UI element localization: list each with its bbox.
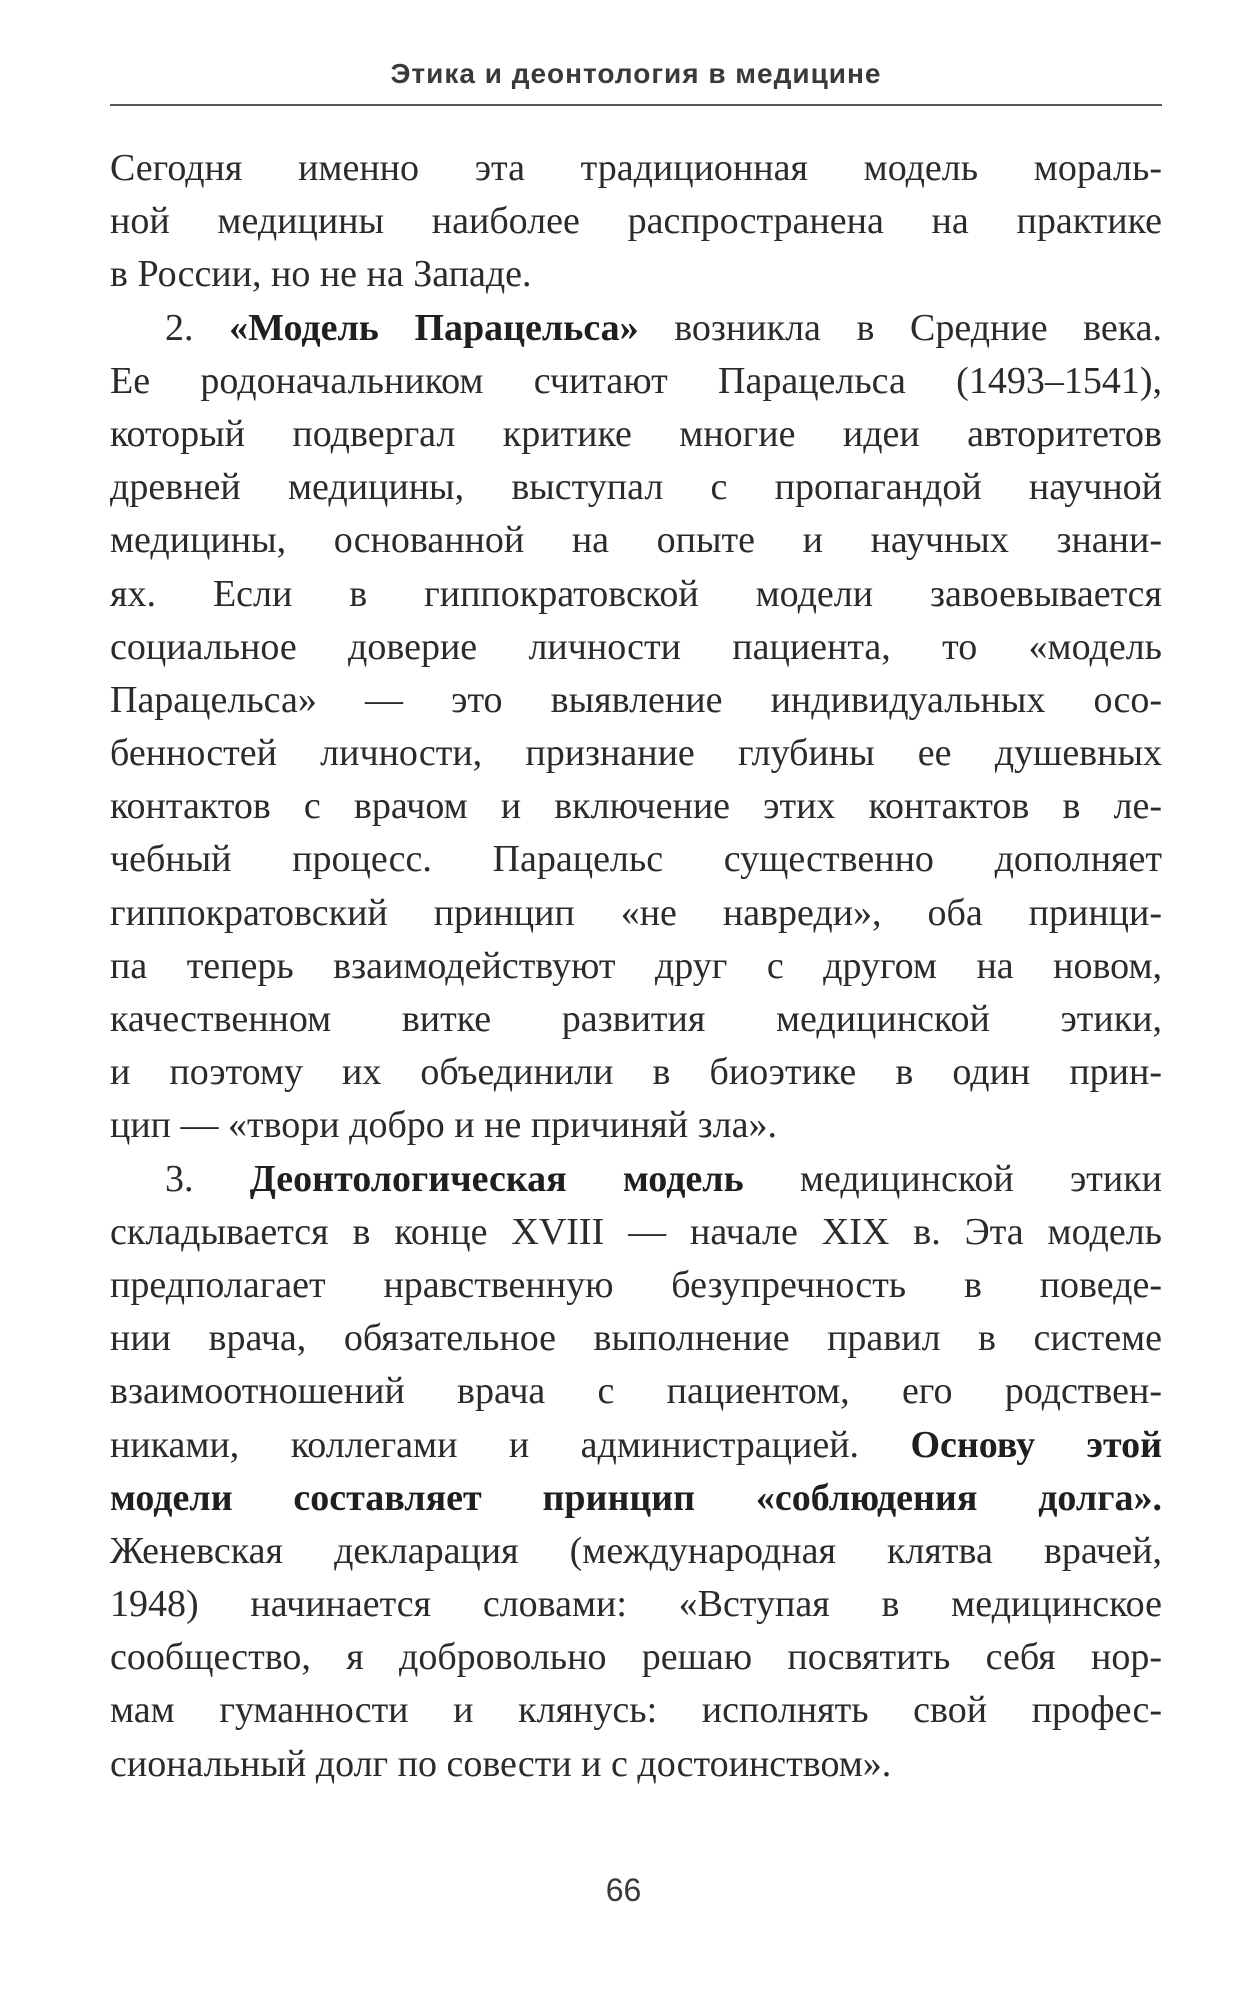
- paragraph-2-first-line: [110, 302, 1162, 355]
- text-line: контактов с врачом и включение этих контактов в ле-: [110, 785, 1162, 828]
- text-line: мам гуманности и клянусь: исполнять свой профес-: [110, 1689, 1162, 1732]
- text-line: качественном витке развития медицинской этики,: [110, 998, 1162, 1040]
- text-line: и поэтому их объединили в биоэтике в один прин-: [110, 1051, 1162, 1094]
- paragraph-3-first-line: [110, 1153, 1162, 1206]
- text-line: Сегодня именно эта традиционная модель мораль-: [110, 147, 1162, 189]
- deontological-model-term: Деонтологическая модель: [249, 1157, 744, 1200]
- text-line: медицины, основанной на опыте и научных знани-: [110, 519, 1162, 562]
- text-line: па теперь взаимодействуют друг с другом на новом,: [110, 944, 1162, 987]
- text-line: чебный процесс. Парацельс существенно дополняет: [110, 838, 1162, 881]
- text-line-bold: [110, 1472, 1162, 1525]
- text-line: складывается в конце XVIII — начале XIX в. Эта модель: [110, 1210, 1162, 1253]
- text-line: социальное доверие личности пациента, то «модель: [110, 625, 1162, 668]
- duty-principle-emphasis: Основу этой: [910, 1423, 1162, 1466]
- text-line: цип — «твори добро и не причиняй зла».: [110, 1104, 777, 1147]
- text-line: сообщество, я добровольно решаю посвятить себя нор-: [110, 1636, 1162, 1679]
- duty-principle-emphasis: модели составляет принцип «соблюдения долга».: [110, 1476, 1162, 1519]
- paracelsus-model-term: «Модель Парацельса»: [229, 306, 639, 349]
- list-number: 3.: [165, 1157, 250, 1200]
- text-line: ной медицины наиболее распространена на практике: [110, 200, 1162, 243]
- text-line: 1948) начинается словами: «Вступая в медицинское: [110, 1583, 1162, 1626]
- page-number: 66: [605, 1872, 642, 1908]
- text-fragment: медицинской этики: [743, 1157, 1162, 1200]
- text-line: который подвергал критике многие идеи авторитетов: [110, 412, 1162, 455]
- text-line: Ее родоначальником считают Парацельса (1493–1541),: [110, 359, 1162, 402]
- text-line: в России, но не на Западе.: [110, 253, 532, 296]
- text-line: ях. Если в гиппократовской модели завоевывается: [110, 572, 1162, 615]
- text-line: гиппократовский принцип «не навреди», оба принци-: [110, 891, 1162, 934]
- text-fragment: возникла в Средние века.: [638, 306, 1162, 349]
- text-line: бенностей личности, признание глубины ее душевных: [110, 732, 1162, 775]
- text-line: предполагает нравственную безупречность в поведе-: [110, 1263, 1162, 1306]
- text-line-with-bold: [110, 1419, 1162, 1472]
- text-line: взаимоотношений врача с пациентом, его родствен-: [110, 1370, 1162, 1413]
- text-line: нии врача, обязательное выполнение правил в системе: [110, 1317, 1162, 1360]
- text-line: Женевская декларация (международная клятва врачей,: [110, 1529, 1162, 1572]
- text-fragment: никами, коллегами и администрацией.: [110, 1423, 911, 1466]
- body-text: [110, 142, 1162, 1791]
- list-number: 2.: [165, 306, 230, 349]
- text-line: древней медицины, выступал с пропагандой научной: [110, 466, 1162, 509]
- running-head-title: Этика и деонтология в медицине: [390, 58, 882, 89]
- header-rule: [110, 104, 1162, 106]
- text-line: сиональный долг по совести и с достоинством».: [110, 1742, 892, 1785]
- text-line: Парацельса» — это выявление индивидуальных осо-: [110, 678, 1162, 721]
